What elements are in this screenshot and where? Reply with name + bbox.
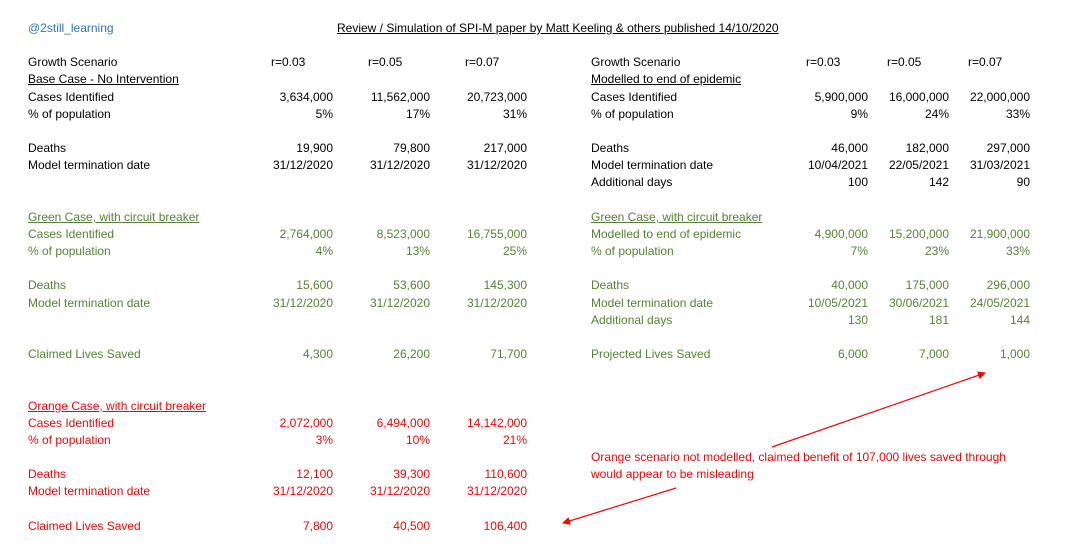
left-base-pct-value-2: 17% bbox=[405, 107, 430, 121]
arrow-to-claimed-saved bbox=[563, 488, 676, 523]
left-base-pct-label: % of population bbox=[28, 107, 111, 121]
right-green-add-value-2: 181 bbox=[928, 313, 949, 327]
right-base-pct-label: % of population bbox=[591, 107, 674, 121]
left-green-saved-value-3: 71,700 bbox=[490, 347, 527, 361]
left-green-cases-value-1: 2,764,000 bbox=[279, 227, 333, 241]
right-green-add-label: Additional days bbox=[591, 313, 673, 327]
right-base-term-label: Model termination date bbox=[591, 158, 714, 172]
left-orange-cases-value-1: 2,072,000 bbox=[279, 416, 333, 430]
left-orange-pct-label: % of population bbox=[28, 433, 111, 447]
left-orange-cases-value-2: 6,494,000 bbox=[376, 416, 430, 430]
right-green-pct-value-1: 7% bbox=[850, 244, 868, 258]
note-line-2: would appear to be misleading bbox=[591, 467, 754, 481]
right-base-add-value-2: 142 bbox=[928, 175, 949, 189]
left-green-deaths-label: Deaths bbox=[28, 278, 67, 292]
left-green-term-value-2: 31/12/2020 bbox=[369, 296, 430, 310]
right-base-add-value-1: 100 bbox=[847, 175, 868, 189]
right-green-pct-label: % of population bbox=[591, 244, 674, 258]
arrow-to-projected-saved bbox=[772, 373, 985, 447]
left-green-saved-value-1: 4,300 bbox=[302, 347, 333, 361]
right-green-add-value-1: 130 bbox=[847, 313, 868, 327]
right-green-cases-label: Modelled to end of epidemic bbox=[591, 227, 742, 241]
left-orange-deaths-label: Deaths bbox=[28, 467, 67, 481]
left-base-term-value-3: 31/12/2020 bbox=[466, 158, 527, 172]
left-base-term-value-1: 31/12/2020 bbox=[272, 158, 333, 172]
right-base-deaths-value-1: 46,000 bbox=[831, 141, 868, 155]
left-orange-deaths-value-3: 110,600 bbox=[484, 467, 527, 481]
right-green-pct-value-3: 33% bbox=[1005, 244, 1030, 258]
right-base-cases-value-1: 5,900,000 bbox=[814, 90, 868, 104]
right-green-saved-value-2: 7,000 bbox=[918, 347, 949, 361]
right-green-deaths-label: Deaths bbox=[591, 278, 630, 292]
right-base-add-value-3: 90 bbox=[1016, 175, 1030, 189]
left-green-term-value-1: 31/12/2020 bbox=[272, 296, 333, 310]
right-green-deaths-value-1: 40,000 bbox=[831, 278, 868, 292]
right-green-term-label: Model termination date bbox=[591, 296, 714, 310]
left-base-term-value-2: 31/12/2020 bbox=[369, 158, 430, 172]
right-base-term-value-3: 31/03/2021 bbox=[969, 158, 1030, 172]
left-base-deaths-value-2: 79,800 bbox=[393, 141, 430, 155]
left-col-header-2: r=0.05 bbox=[368, 55, 403, 69]
left-base-cases-value-3: 20,723,000 bbox=[466, 90, 527, 104]
right-base-term-value-1: 10/04/2021 bbox=[807, 158, 868, 172]
right-base-pct-value-2: 24% bbox=[924, 107, 949, 121]
left-orange-saved-value-3: 106,400 bbox=[483, 519, 527, 533]
left-col-header-3: r=0.07 bbox=[465, 55, 500, 69]
author-handle: @2still_learning bbox=[28, 21, 114, 35]
left-orange-term-label: Model termination date bbox=[28, 484, 151, 498]
right-col-header-2: r=0.05 bbox=[887, 55, 922, 69]
right-base-deaths-label: Deaths bbox=[591, 141, 630, 155]
right-green-term-value-2: 30/06/2021 bbox=[888, 296, 949, 310]
left-orange-pct-value-3: 21% bbox=[502, 433, 527, 447]
left-green-saved-label: Claimed Lives Saved bbox=[28, 347, 141, 361]
right-base-cases-label: Cases Identified bbox=[591, 90, 678, 104]
right-green-cases-value-3: 21,900,000 bbox=[969, 227, 1030, 241]
left-growth-scenario-label: Growth Scenario bbox=[28, 55, 118, 69]
right-green-pct-value-2: 23% bbox=[924, 244, 949, 258]
left-green-cases-label: Cases Identified bbox=[28, 227, 115, 241]
right-green-saved-value-3: 1,000 bbox=[999, 347, 1030, 361]
right-green-cases-value-1: 4,900,000 bbox=[814, 227, 868, 241]
right-green-term-value-3: 24/05/2021 bbox=[969, 296, 1030, 310]
left-orange-saved-value-2: 40,500 bbox=[393, 519, 430, 533]
right-base-pct-value-1: 9% bbox=[850, 107, 868, 121]
right-base-section-title: Modelled to end of epidemic bbox=[591, 72, 742, 86]
right-base-deaths-value-2: 182,000 bbox=[905, 141, 949, 155]
right-base-term-value-2: 22/05/2021 bbox=[888, 158, 949, 172]
left-green-cases-value-2: 8,523,000 bbox=[376, 227, 430, 241]
left-orange-pct-value-2: 10% bbox=[405, 433, 430, 447]
page-title: Review / Simulation of SPI-M paper by Matt Keeling & others published 14/10/2020 bbox=[337, 21, 779, 35]
left-base-deaths-value-3: 217,000 bbox=[483, 141, 527, 155]
note-line-1: Orange scenario not modelled, claimed benefit of 107,000 lives saved through bbox=[591, 450, 1006, 464]
left-green-deaths-value-2: 53,600 bbox=[393, 278, 430, 292]
left-orange-section-title: Orange Case, with circuit breaker bbox=[28, 399, 207, 413]
left-green-cases-value-3: 16,755,000 bbox=[466, 227, 527, 241]
left-orange-term-value-3: 31/12/2020 bbox=[466, 484, 527, 498]
right-green-cases-value-2: 15,200,000 bbox=[888, 227, 949, 241]
right-green-section-title: Green Case, with circuit breaker bbox=[591, 210, 763, 224]
left-green-pct-label: % of population bbox=[28, 244, 111, 258]
right-green-deaths-value-2: 175,000 bbox=[905, 278, 949, 292]
left-green-deaths-value-3: 145,300 bbox=[483, 278, 527, 292]
left-green-term-value-3: 31/12/2020 bbox=[466, 296, 527, 310]
left-orange-deaths-value-1: 12,100 bbox=[296, 467, 333, 481]
left-green-saved-value-2: 26,200 bbox=[393, 347, 430, 361]
right-base-cases-value-3: 22,000,000 bbox=[969, 90, 1030, 104]
left-orange-deaths-value-2: 39,300 bbox=[393, 467, 430, 481]
right-green-term-value-1: 10/05/2021 bbox=[807, 296, 868, 310]
right-base-add-label: Additional days bbox=[591, 175, 673, 189]
left-green-section-title: Green Case, with circuit breaker bbox=[28, 210, 200, 224]
left-orange-cases-value-3: 14,142,000 bbox=[466, 416, 527, 430]
left-base-deaths-value-1: 19,900 bbox=[296, 141, 333, 155]
left-green-deaths-value-1: 15,600 bbox=[296, 278, 333, 292]
left-green-pct-value-2: 13% bbox=[405, 244, 430, 258]
right-green-saved-label: Projected Lives Saved bbox=[591, 347, 711, 361]
left-base-pct-value-3: 31% bbox=[502, 107, 527, 121]
left-orange-term-value-1: 31/12/2020 bbox=[272, 484, 333, 498]
right-green-add-value-3: 144 bbox=[1009, 313, 1030, 327]
right-base-pct-value-3: 33% bbox=[1005, 107, 1030, 121]
left-base-deaths-label: Deaths bbox=[28, 141, 67, 155]
left-orange-saved-label: Claimed Lives Saved bbox=[28, 519, 141, 533]
right-col-header-3: r=0.07 bbox=[968, 55, 1003, 69]
left-green-pct-value-1: 4% bbox=[315, 244, 333, 258]
left-base-section-title: Base Case - No Intervention bbox=[28, 72, 179, 86]
left-base-pct-value-1: 5% bbox=[315, 107, 333, 121]
right-growth-scenario-label: Growth Scenario bbox=[591, 55, 681, 69]
left-green-pct-value-3: 25% bbox=[502, 244, 527, 258]
left-orange-saved-value-1: 7,800 bbox=[302, 519, 333, 533]
left-col-header-1: r=0.03 bbox=[271, 55, 306, 69]
left-base-cases-label: Cases Identified bbox=[28, 90, 115, 104]
left-orange-term-value-2: 31/12/2020 bbox=[369, 484, 430, 498]
left-base-term-label: Model termination date bbox=[28, 158, 151, 172]
right-green-saved-value-1: 6,000 bbox=[837, 347, 868, 361]
right-base-deaths-value-3: 297,000 bbox=[986, 141, 1030, 155]
left-base-cases-value-2: 11,562,000 bbox=[370, 90, 430, 104]
left-green-term-label: Model termination date bbox=[28, 296, 151, 310]
right-green-deaths-value-3: 296,000 bbox=[986, 278, 1030, 292]
left-orange-pct-value-1: 3% bbox=[315, 433, 333, 447]
right-col-header-1: r=0.03 bbox=[806, 55, 841, 69]
right-base-cases-value-2: 16,000,000 bbox=[888, 90, 949, 104]
left-base-cases-value-1: 3,634,000 bbox=[279, 90, 333, 104]
left-orange-cases-label: Cases Identified bbox=[28, 416, 115, 430]
